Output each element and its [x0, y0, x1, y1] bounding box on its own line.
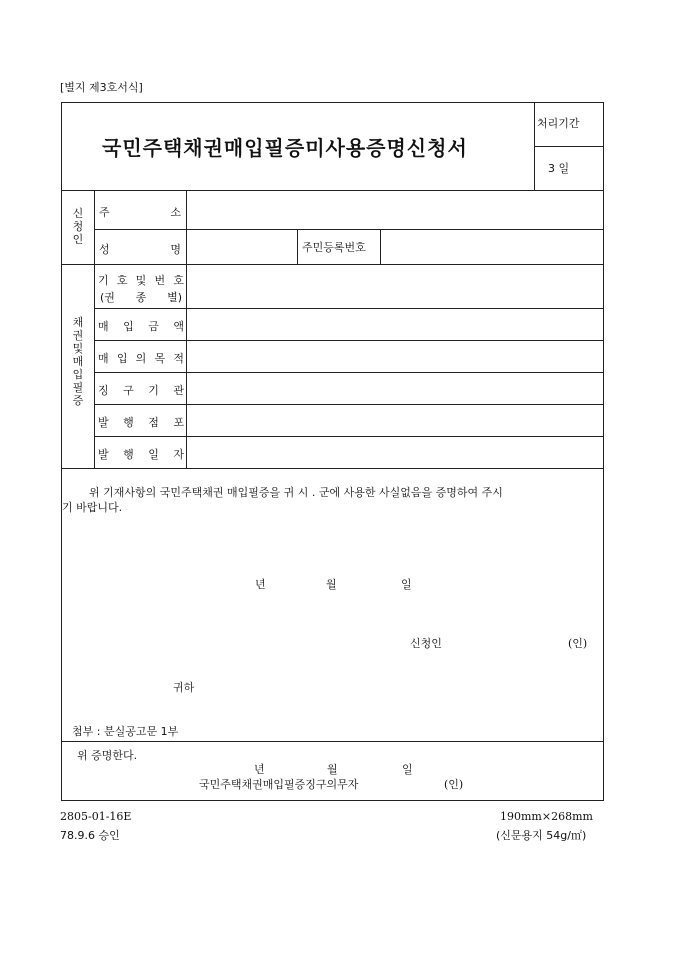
resident-number-label: 주민등록번호	[302, 241, 366, 254]
paper-spec: (신문용지 54g/㎡)	[496, 829, 587, 842]
name-field[interactable]	[188, 231, 295, 263]
certification-text: 위 증명한다.	[77, 749, 138, 762]
issuing-branch-field[interactable]	[188, 406, 601, 435]
paper-size: 190mm×268mm	[500, 810, 593, 823]
certify-month-label: 월	[327, 763, 338, 776]
certify-day-label: 일	[402, 763, 413, 776]
certify-year-label: 년	[254, 763, 265, 776]
address-label: 주 소	[99, 206, 181, 219]
name-label: 성 명	[99, 243, 181, 256]
date-month-label: 월	[326, 578, 337, 591]
attachment-label: 첨부 : 분실공고문 1부	[72, 725, 179, 738]
issue-date-label: 발 행 일 자	[98, 448, 184, 461]
purchase-amount-label: 매 입 금 액	[98, 320, 184, 333]
applicant-seal-label: (인)	[568, 637, 588, 650]
applicant-group-label: 신 청 인	[72, 207, 84, 246]
address-field[interactable]	[188, 192, 601, 227]
bond-group-label: 채 권 및 매 입 필 증	[72, 316, 84, 407]
purchase-amount-field[interactable]	[188, 310, 601, 339]
processing-period-label: 처리기간	[537, 117, 580, 130]
bond-code-label: 기 호 및 번 호 (권 종 별)	[98, 274, 184, 304]
purchase-purpose-field[interactable]	[188, 342, 601, 371]
applicant-signature-label: 신청인	[410, 637, 442, 650]
form-number-label: [별지 제3호서식]	[60, 81, 143, 94]
addressee-label: 귀하	[173, 681, 195, 694]
issuing-branch-label: 발 행 점 포	[98, 416, 184, 429]
bond-code-field[interactable]	[188, 266, 601, 307]
purchase-purpose-label: 매 입 의 목 적	[98, 352, 184, 365]
statement-text-line2: 기 바랍니다.	[62, 501, 123, 514]
date-year-label: 년	[255, 578, 266, 591]
resident-number-field[interactable]	[382, 231, 601, 263]
processing-period-value: 3 일	[548, 162, 570, 175]
issue-date-field[interactable]	[188, 438, 601, 467]
certifying-officer-label: 국민주택채권매입필증징구의무자	[199, 778, 359, 791]
statement-text-line1: 위 기재사항의 국민주택채권 매입필증을 귀 시 . 군에 사용한 사실없음을 증명하여 주시	[89, 486, 503, 499]
collecting-agency-label: 징 구 기 관	[98, 384, 184, 397]
approval-date: 78.9.6 승인	[60, 829, 120, 842]
collecting-agency-field[interactable]	[188, 374, 601, 403]
form-title: 국민주택채권매입필증미사용증명신청서	[102, 136, 468, 160]
date-day-label: 일	[401, 578, 412, 591]
form-code: 2805-01-16E	[60, 810, 132, 823]
certify-seal-label: (인)	[444, 778, 464, 791]
